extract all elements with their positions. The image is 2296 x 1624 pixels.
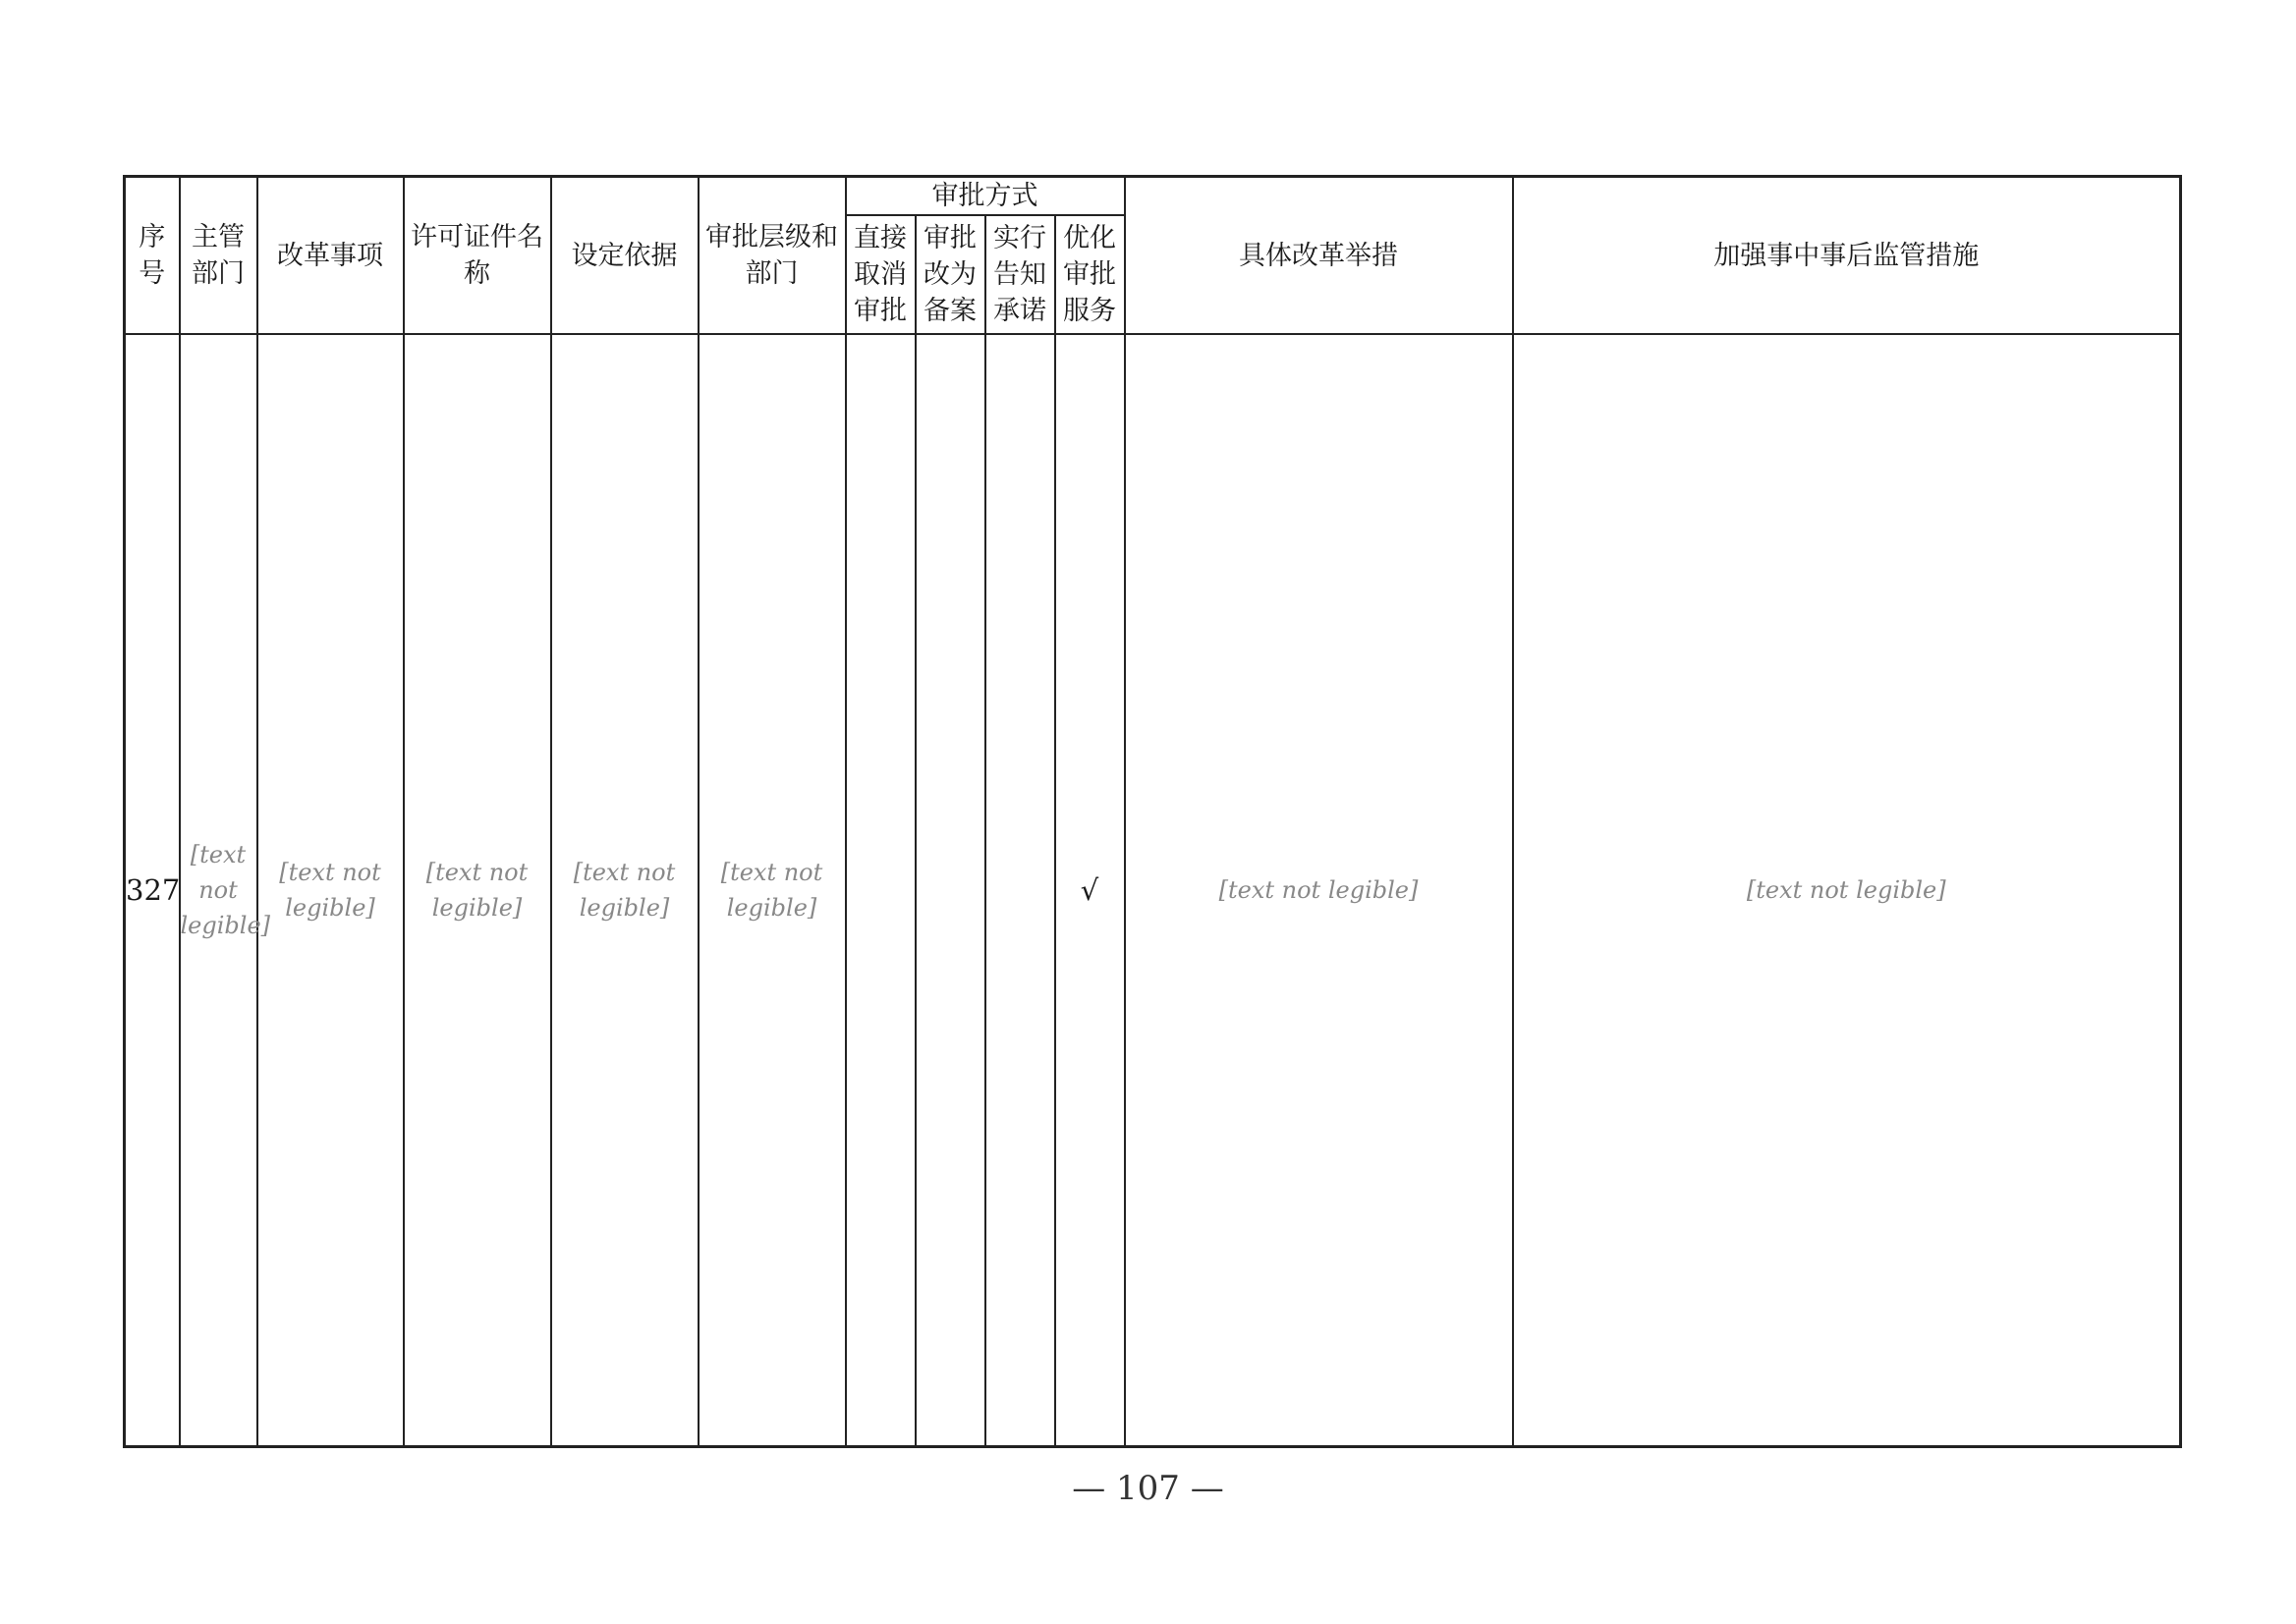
cell-level xyxy=(699,334,846,1447)
cell-record xyxy=(916,334,985,1447)
reform-table xyxy=(123,175,2182,1448)
cell-dept xyxy=(180,334,271,1447)
cell-basis xyxy=(551,334,699,1447)
header-dept: 主管部门 xyxy=(180,177,257,335)
cell-optimize-checkmark: √ xyxy=(1055,334,1125,1447)
cell-supervision xyxy=(1513,334,2181,1447)
header-row-group xyxy=(125,177,2181,216)
cell-item-hint: [text not legible] xyxy=(279,859,381,922)
cell-supervision-hint: [text not legible] xyxy=(1746,876,1946,904)
header-notify: 实行告知承诺 xyxy=(985,215,1055,334)
cell-item xyxy=(257,334,404,1447)
cell-number: 327 xyxy=(125,334,180,1447)
table-row xyxy=(125,334,2181,1447)
header-level: 审批层级和部门 xyxy=(699,177,846,335)
header-cancel: 直接取消审批 xyxy=(846,215,916,334)
header-license: 许可证件名称 xyxy=(404,177,551,335)
header-item: 改革事项 xyxy=(257,177,404,335)
cell-license xyxy=(404,334,551,1447)
cell-notify xyxy=(985,334,1055,1447)
cell-measures xyxy=(1125,334,1513,1447)
cell-basis-hint: [text not legible] xyxy=(573,859,676,922)
cell-measures-hint: [text not legible] xyxy=(1218,876,1419,904)
header-approval-method: 审批方式 xyxy=(846,177,1125,216)
cell-level-hint: [text not legible] xyxy=(720,859,823,922)
cell-dept-hint: [text not legible] xyxy=(180,841,271,939)
header-no: 序号 xyxy=(125,177,180,335)
cell-license-hint: [text not legible] xyxy=(425,859,529,922)
header-measures: 具体改革举措 xyxy=(1125,177,1513,335)
cell-cancel xyxy=(846,334,916,1447)
header-basis: 设定依据 xyxy=(551,177,699,335)
header-record: 审批改为备案 xyxy=(916,215,985,334)
page-number: — 107 — xyxy=(1072,1469,1224,1508)
header-optimize: 优化审批服务 xyxy=(1055,215,1125,334)
header-supervision: 加强事中事后监管措施 xyxy=(1513,177,2181,335)
